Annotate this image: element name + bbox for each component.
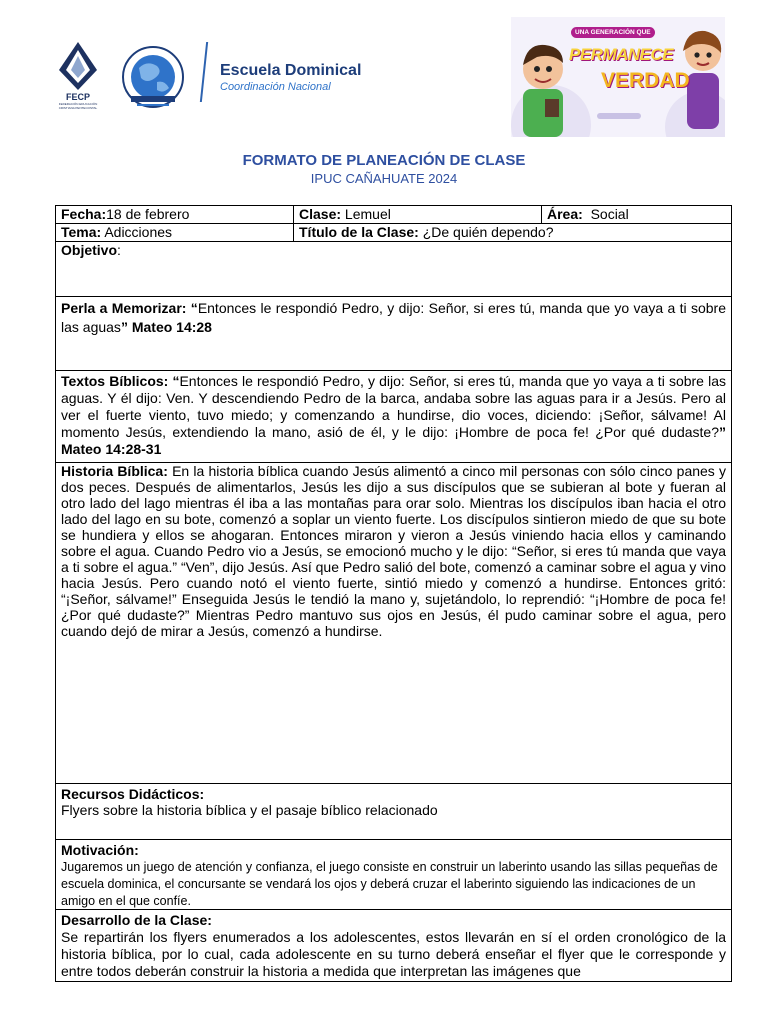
clase-cell [294, 206, 542, 224]
fecha-value: 18 de febrero [106, 206, 190, 222]
table-row-desarrollo [56, 910, 732, 982]
motivacion-cell [56, 840, 732, 910]
org-title: Escuela Dominical [220, 62, 362, 79]
fecp-subtitle: FEDERACIÓN EDUCACIÓN CRISTIANA PENTECOSTAL [58, 102, 98, 110]
textos-text: Entonces le respondió Pedro, y dijo: Señor, si eres tú, manda que yo vaya a ti sobre las aguas. Y él dijo: Ven. Y descendiendo Pedro de la barca, andaba sobre las aguas para ir a Jesús. Pero al ver el fuerte viento, tuvo miedo; y comenzando a hundirse, dio voces, diciendo: ¡Señor, sálvame! Al momento Jesús, extendiendo la mano, asió de él, y le dijo: ¡Hombre de poca fe! ¿Por qué dudaste? [61, 373, 726, 440]
textos-reference: ” Mateo 14:28-31 [61, 424, 726, 457]
table-row-textos [56, 371, 732, 463]
table-row-motivacion [56, 840, 732, 910]
titulo-label: Título de la Clase: [299, 224, 419, 240]
tema-label: Tema: [61, 224, 102, 240]
table-row-recursos [56, 784, 732, 840]
desarrollo-label: Desarrollo de la Clase: [61, 912, 212, 928]
historia-label: Historia Bíblica: [61, 463, 168, 479]
clase-value: Lemuel [341, 206, 391, 222]
table-row-historia [56, 463, 732, 784]
perla-text: Entonces le respondió Pedro, y dijo: Señor, si eres tú, manda que yo vaya a ti sobre las aguas [61, 300, 727, 335]
recursos-label: Recursos Didácticos: [61, 786, 205, 802]
class-plan-table [55, 205, 732, 982]
area-value: Social [582, 206, 629, 222]
perla-cell [56, 297, 732, 371]
perla-reference: ” Mateo 14:28 [120, 319, 212, 335]
header-logos [55, 40, 362, 120]
historia-cell [56, 463, 732, 784]
titulo-cell [294, 224, 732, 242]
banner-word-2: VERDAD [601, 69, 690, 92]
motivacion-text: Jugaremos un juego de atención y confianza, el juego consiste en construir un laberinto usando las sillas pequeñas de escuela dominica, el concursante se vendará los ojos y deberá cruzar el laberinto siguiendo las indicaciones de un amigo en el que confíe. [61, 860, 718, 908]
recursos-cell [56, 784, 732, 840]
tema-value: Adicciones [101, 224, 173, 240]
banner-tagline: UNA GENERACIÓN QUE [571, 27, 655, 38]
document-subtitle: IPUC CAÑAHUATE 2024 [310, 171, 458, 186]
titulo-value: ¿De quién dependo? [418, 224, 554, 240]
fecp-label: FECP [65, 92, 90, 102]
objetivo-cell [56, 242, 732, 297]
table-row-objetivo [56, 242, 732, 297]
motivacion-label: Motivación: [61, 842, 139, 858]
table-row-fecha [56, 206, 732, 224]
header-divider [200, 42, 208, 102]
historia-text: En la historia bíblica cuando Jesús alimentó a cinco mil personas con sólo cinco panes y dos peces. Después de alimentarlos, Jesús les dijo a sus discípulos que se subieran al bote y fueran al otro lado del lago mientras él iba a las montañas para orar solo. Mientras los discípulos iban hacia el otro lado del lago en su bote, comenzó a soplar un viento fuerte. Los discípulos sintieron miedo de que su bote se hundiera y ellos se ahogaran. Entonces miraron y vieron a Jesús viniendo hacia ellos y caminando sobre el agua. Cuando Pedro vio a Jesús, se emocionó mucho y le dijo: “Señor, si eres tú manda que vaya a ti sobre el agua.” “Ven”, dijo Jesús. Así que Pedro salió del bote, comenzó a caminar sobre el agua y vino hacia Jesús. Pero cuando notó el viento fuerte, sintió miedo y comenzó a hundirse. Entonces gritó: “¡Señor, sálvame!” Enseguida Jesús le tendió la mano y, sujetándolo, lo reprendió: “¡Hombre de poca fe! ¿Por qué dudaste?” Mientras Pedro mantuvo sus ojos en Jesús, él pudo caminar sobre el agua, pero cuando dejó de mirar a Jesús, comenzó a hundirse. [61, 463, 726, 639]
perla-label: Perla a Memorizar: “ [61, 300, 198, 316]
area-cell [542, 206, 732, 224]
objetivo-value: : [117, 242, 121, 258]
desarrollo-cell [56, 910, 732, 982]
banner-word-1: PERMANECE [569, 45, 674, 64]
tema-cell [56, 224, 294, 242]
ipuc-globe-logo-icon [111, 44, 195, 114]
table-row-tema [56, 224, 732, 242]
fecha-cell [56, 206, 294, 224]
desarrollo-text: Se repartirán los flyers enumerados a los adolescentes, estos llevarán en sí el orden cronológico de la historia bíblica, por lo cual, cada adolescente en su turno deberá enseñar el flyer que le corresponde y entre todos deberán construir la historia a medida que interpretan las imágenes que [61, 929, 726, 979]
textos-label: Textos Bíblicos: “ [61, 373, 180, 389]
org-subtitle: Coordinación Nacional [220, 81, 331, 93]
area-label: Área: [547, 206, 583, 222]
recursos-text: Flyers sobre la historia bíblica y el pasaje bíblico relacionado [61, 802, 438, 818]
document-title: FORMATO DE PLANEACIÓN DE CLASE [242, 152, 526, 169]
objetivo-label: Objetivo [61, 242, 118, 258]
fecha-label: Fecha: [61, 206, 107, 222]
textos-cell [56, 371, 732, 463]
campaign-banner [511, 17, 725, 137]
table-row-perla [56, 297, 732, 371]
clase-label: Clase: [299, 206, 342, 222]
